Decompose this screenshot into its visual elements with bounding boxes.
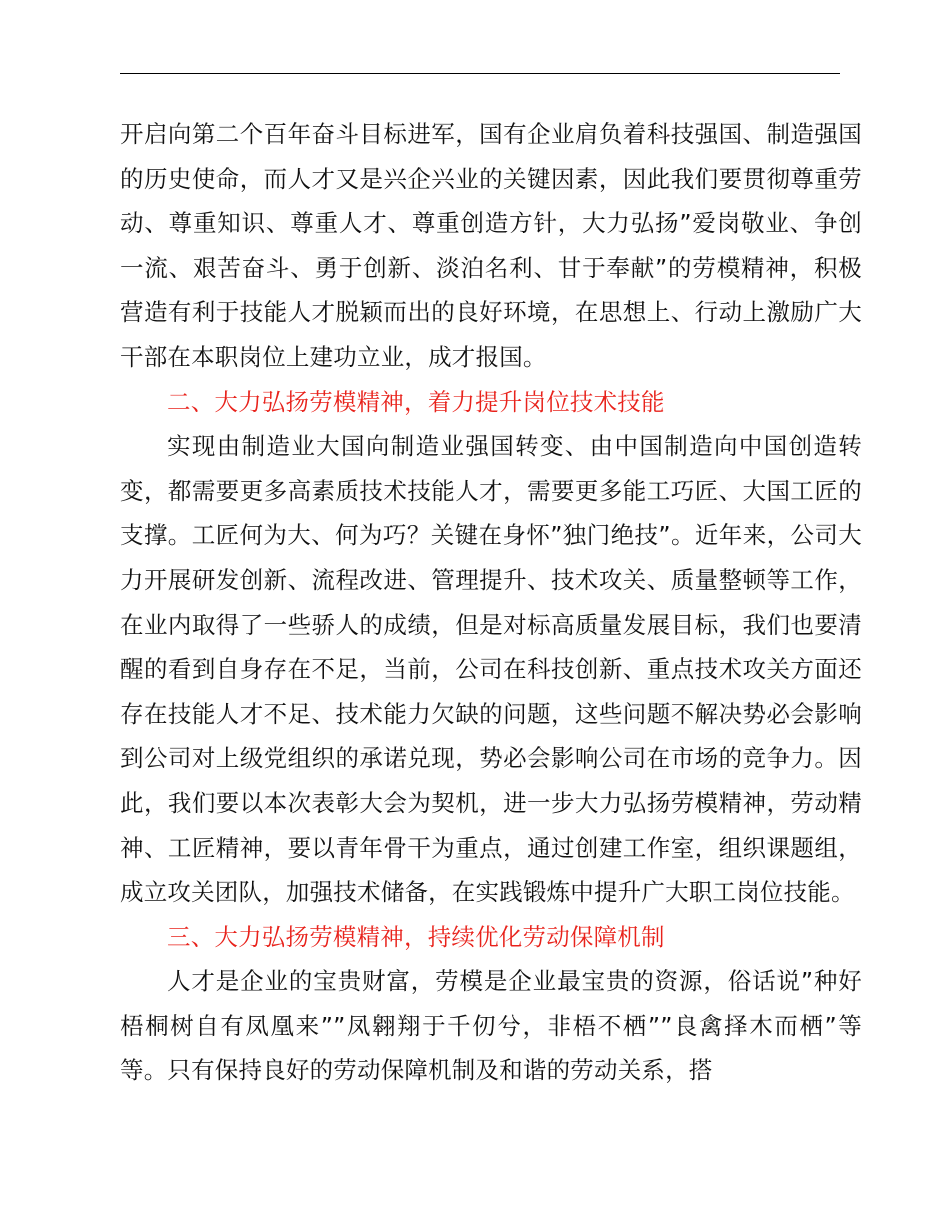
section-heading-2: 二、大力弘扬劳模精神，着力提升岗位技术技能 [167,387,665,416]
paragraph-section-3: 人才是企业的宝贵财富，劳模是企业最宝贵的资源，俗话说”种好梧桐树自有凤凰来””凤翱翔于千仞兮，非梧不栖””良禽择木而栖”等等。只有保持良好的劳动保障机制及和谐的劳动关系，搭 [120,967,862,1085]
document-body [120,112,862,1093]
paragraph-continuation: 开启向第二个百年奋斗目标进军，国有企业肩负着科技强国、制造强国的历史使命，而人才又是兴企兴业的关键因素，因此我们要贯彻尊重劳动、尊重知识、尊重人才、尊重创造方针，大力弘扬”爱岗敬业、争创一流、艰苦奋斗、勇于创新、淡泊名利、甘于奉献”的劳模精神，积极营造有利于技能人才脱颖而出的良好环境，在思想上、行动上激励广大干部在本职岗位上建功立业，成才报国。 [120,120,862,371]
header-rule [120,73,840,74]
paragraph-section-2: 实现由制造业大国向制造业强国转变、由中国制造向中国创造转变，都需要更多高素质技术技能人才，需要更多能工巧匠、大国工匠的支撑。工匠何为大、何为巧？关键在身怀”独门绝技”。近年来，公司大力开展研发创新、流程改进、管理提升、技术攻关、质量整顿等工作，在业内取得了一些骄人的成绩，但是对标高质量发展目标，我们也要清醒的看到自身存在不足，当前，公司在科技创新、重点技术攻关方面还存在技能人才不足、技术能力欠缺的问题，这些问题不解决势必会影响到公司对上级党组织的承诺兑现，势必会影响公司在市场的竞争力。因此，我们要以本次表彰大会为契机，进一步大力弘扬劳模精神，劳动精神、工匠精神，要以青年骨干为重点，通过创建工作室，组织课题组，成立攻关团队，加强技术储备，在实践锻炼中提升广大职工岗位技能。 [120,432,862,907]
section-heading-3: 三、大力弘扬劳模精神，持续优化劳动保障机制 [167,922,665,951]
